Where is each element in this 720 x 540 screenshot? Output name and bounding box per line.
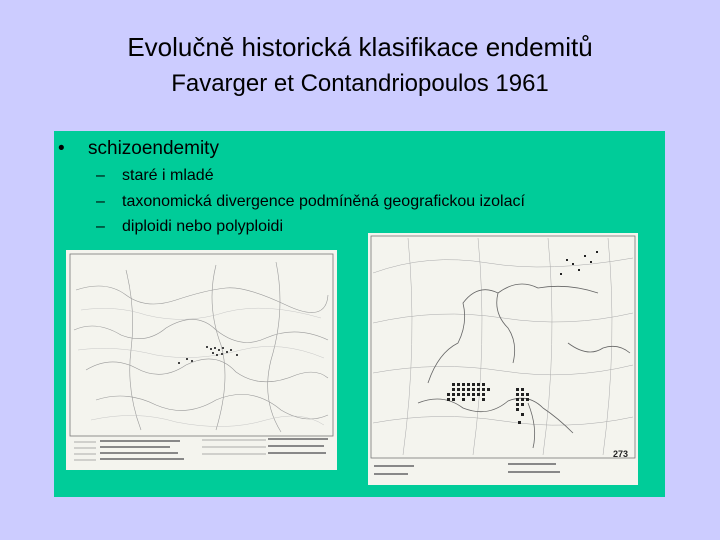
slide-subtitle: Favarger et Contandriopoulos 1961 [171,70,549,97]
bullet-item [58,137,219,161]
dash-marker: – [96,193,105,210]
sub-item-text: staré i mladé [122,167,214,184]
map-number: 273 [613,449,629,459]
right-map-graphic [368,233,638,485]
dash-marker: – [96,218,105,235]
bullet-text: schizoendemity [88,138,219,159]
sub-item [96,217,283,237]
sub-item-text: taxonomická divergence podmíněná geografickou izolací [122,193,525,210]
left-map-graphic [66,250,337,470]
dash-marker: – [96,167,105,184]
sub-item [96,192,525,212]
bullet-marker: • [58,138,65,159]
sub-item-text: diploidi nebo polyploidi [122,218,284,235]
slide-title: Evolučně historická klasifikace endemitů [127,32,593,62]
left-distribution-map [66,250,337,470]
sub-item [96,166,214,186]
right-distribution-map [368,233,638,485]
